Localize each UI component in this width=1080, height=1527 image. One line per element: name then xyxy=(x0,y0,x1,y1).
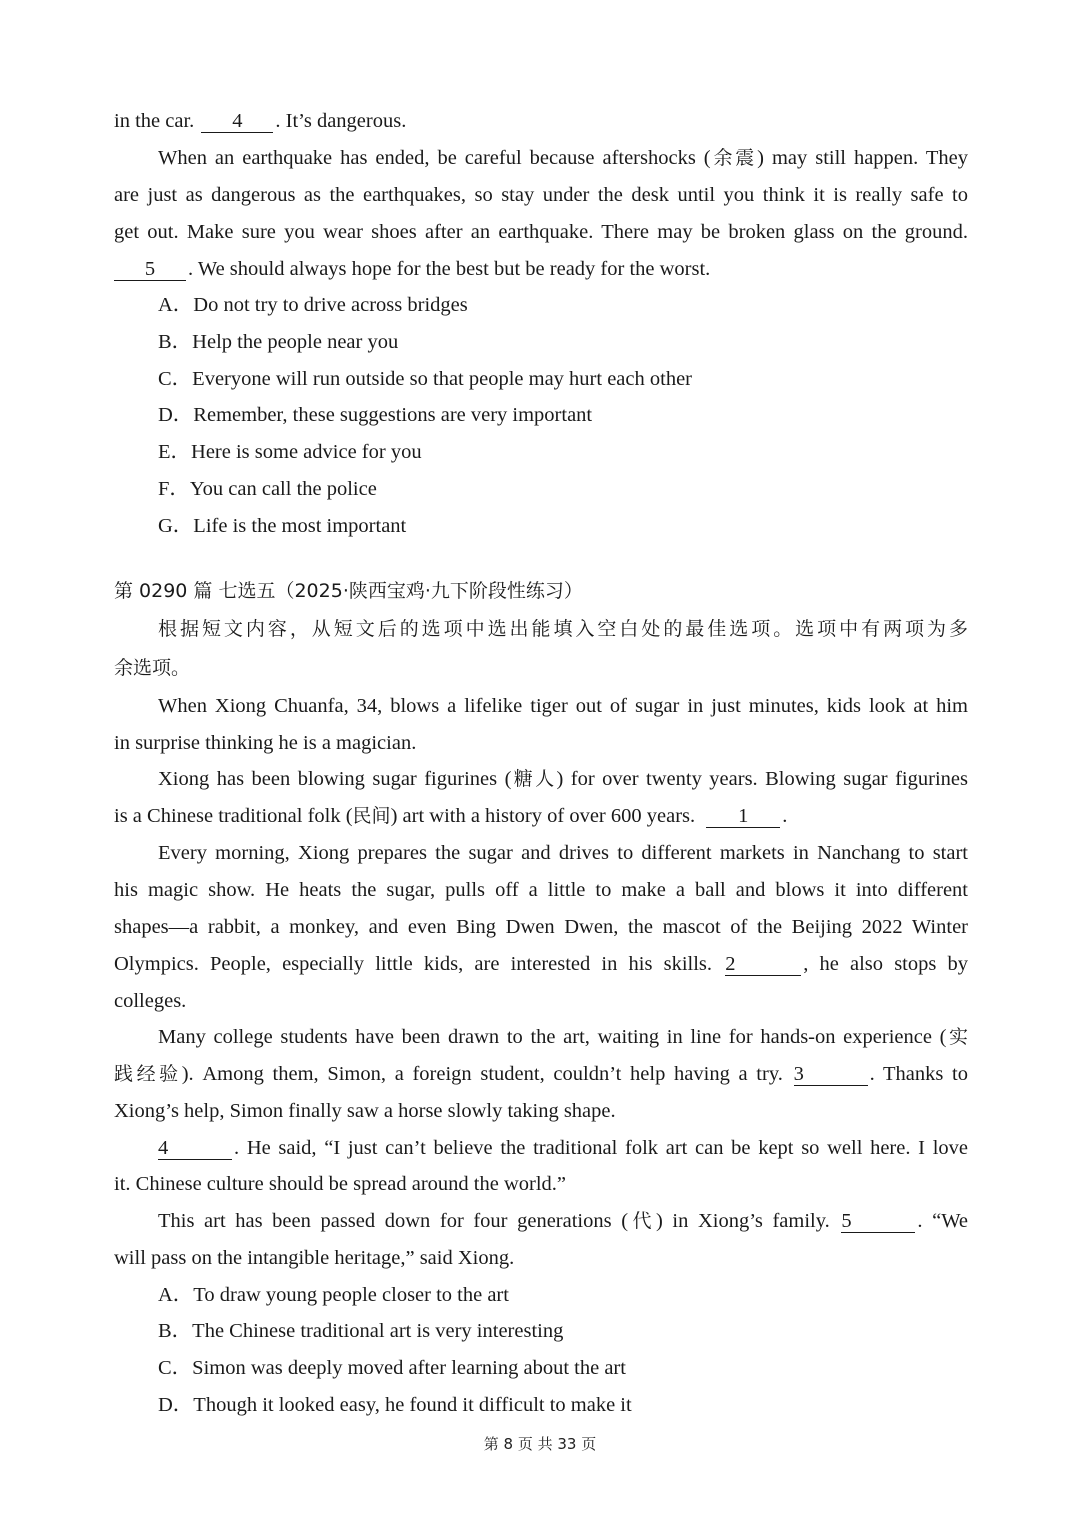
answer-blank: 1 xyxy=(706,805,780,828)
text: ). Among them, Simon, a foreign student, couldn’t help having a try. xyxy=(181,1063,783,1085)
passage-line xyxy=(158,761,968,798)
cjk-gloss: 民间 xyxy=(352,805,391,827)
answer-blank: 4 xyxy=(158,1137,232,1160)
text: is a Chinese traditional folk ( xyxy=(114,805,353,827)
text: . “We xyxy=(917,1210,968,1232)
answer-blank: 5 xyxy=(114,258,186,281)
text: . Thanks to xyxy=(869,1063,968,1085)
passage-line xyxy=(158,1019,968,1056)
option-item: C．Simon was deeply moved after learning about the art xyxy=(158,1357,626,1379)
option-item: D．Remember, these suggestions are very important xyxy=(158,404,593,426)
option-item: G．Life is the most important xyxy=(158,515,407,537)
passage-line: shapes—a rabbit, a monkey, and even Bing Dwen Dwen, the mascot of the Beijing 2022 Winter xyxy=(114,916,968,938)
passage-line: it. Chinese culture should be spread around the world.” xyxy=(114,1173,567,1195)
answer-blank: 2 xyxy=(725,953,801,976)
text: ) in Xiong’s family. xyxy=(655,1210,830,1232)
text: in the car. xyxy=(114,110,195,132)
passage-line: his magic show. He heats the sugar, pulls off a little to make a ball and blows it into different xyxy=(114,879,968,901)
passage-line xyxy=(114,251,968,288)
text: . It’s dangerous. xyxy=(275,110,407,132)
cjk-gloss: 实 xyxy=(946,1026,968,1048)
answer-blank: 3 xyxy=(794,1063,868,1086)
section-heading: 第 0290 篇 七选五（2025·陕西宝鸡·九下阶段性练习） xyxy=(114,580,583,602)
passage-line: are just as dangerous as the earthquakes, so stay under the desk until you think it is really safe to xyxy=(114,184,968,206)
answer-blank: 5 xyxy=(841,1210,915,1233)
passage-line xyxy=(158,1130,968,1167)
text: Olympics. People, especially little kids, are interested in his skills. xyxy=(114,953,713,975)
option-item: B．Help the people near you xyxy=(158,331,399,353)
passage-line xyxy=(114,798,968,835)
passage-line: Every morning, Xiong prepares the sugar and drives to different markets in Nanchang to start xyxy=(158,842,968,864)
option-item: C．Everyone will run outside so that people may hurt each other xyxy=(158,368,693,390)
cjk-gloss: 余震 xyxy=(710,147,758,169)
answer-blank: 4 xyxy=(201,110,273,133)
option-item: F．You can call the police xyxy=(158,478,377,500)
text: ) may still happen. They xyxy=(757,147,968,169)
passage-line xyxy=(114,946,968,983)
text: . xyxy=(782,805,788,827)
text: Many college students have been drawn to the art, waiting in line for hands-on experience ( xyxy=(158,1026,947,1048)
passage-line xyxy=(114,103,968,140)
passage-line: will pass on the intangible heritage,” said Xiong. xyxy=(114,1247,515,1269)
passage-line: colleges. xyxy=(114,990,187,1012)
text: When an earthquake has ended, be careful because aftershocks ( xyxy=(158,147,711,169)
cjk-gloss: 代 xyxy=(628,1210,656,1232)
passage-line: in surprise thinking he is a magician. xyxy=(114,732,417,754)
cjk-gloss: 践经验 xyxy=(114,1063,182,1085)
passage-line: Xiong’s help, Simon finally saw a horse slowly taking shape. xyxy=(114,1100,616,1122)
text: ) art with a history of over 600 years. xyxy=(390,805,696,827)
text: , he also stops by xyxy=(803,953,969,975)
text: . He said, “I just can’t believe the traditional folk art can be kept so well here. I love xyxy=(234,1137,968,1159)
passage-line xyxy=(114,1056,968,1093)
instruction-line: 根据短文内容，从短文后的选项中选出能填入空白处的最佳选项。选项中有两项为多 xyxy=(158,618,968,640)
option-item: B．The Chinese traditional art is very interesting xyxy=(158,1320,564,1342)
passage-line: get out. Make sure you wear shoes after an earthquake. There may be broken glass on the ground. xyxy=(114,221,968,243)
option-item: A．Do not try to drive across bridges xyxy=(158,294,468,316)
page-footer: 第 8 页 共 33 页 xyxy=(483,1435,597,1453)
passage-line xyxy=(158,140,968,177)
passage-line: When Xiong Chuanfa, 34, blows a lifelike tiger out of sugar in just minutes, kids look at him xyxy=(158,695,968,717)
cjk-gloss: 糖人 xyxy=(511,768,557,790)
text: This art has been passed down for four generations ( xyxy=(158,1210,629,1232)
instruction-line: 余选项。 xyxy=(114,657,191,679)
option-item: D．Though it looked easy, he found it difficult to make it xyxy=(158,1394,632,1416)
option-item: A．To draw young people closer to the art xyxy=(158,1284,509,1306)
option-item: E．Here is some advice for you xyxy=(158,441,422,463)
text: . We should always hope for the best but be ready for the worst. xyxy=(188,258,711,280)
text: Xiong has been blowing sugar figurines ( xyxy=(158,768,512,790)
passage-line xyxy=(158,1203,968,1240)
text: ) for over twenty years. Blowing sugar figurines xyxy=(556,768,968,790)
